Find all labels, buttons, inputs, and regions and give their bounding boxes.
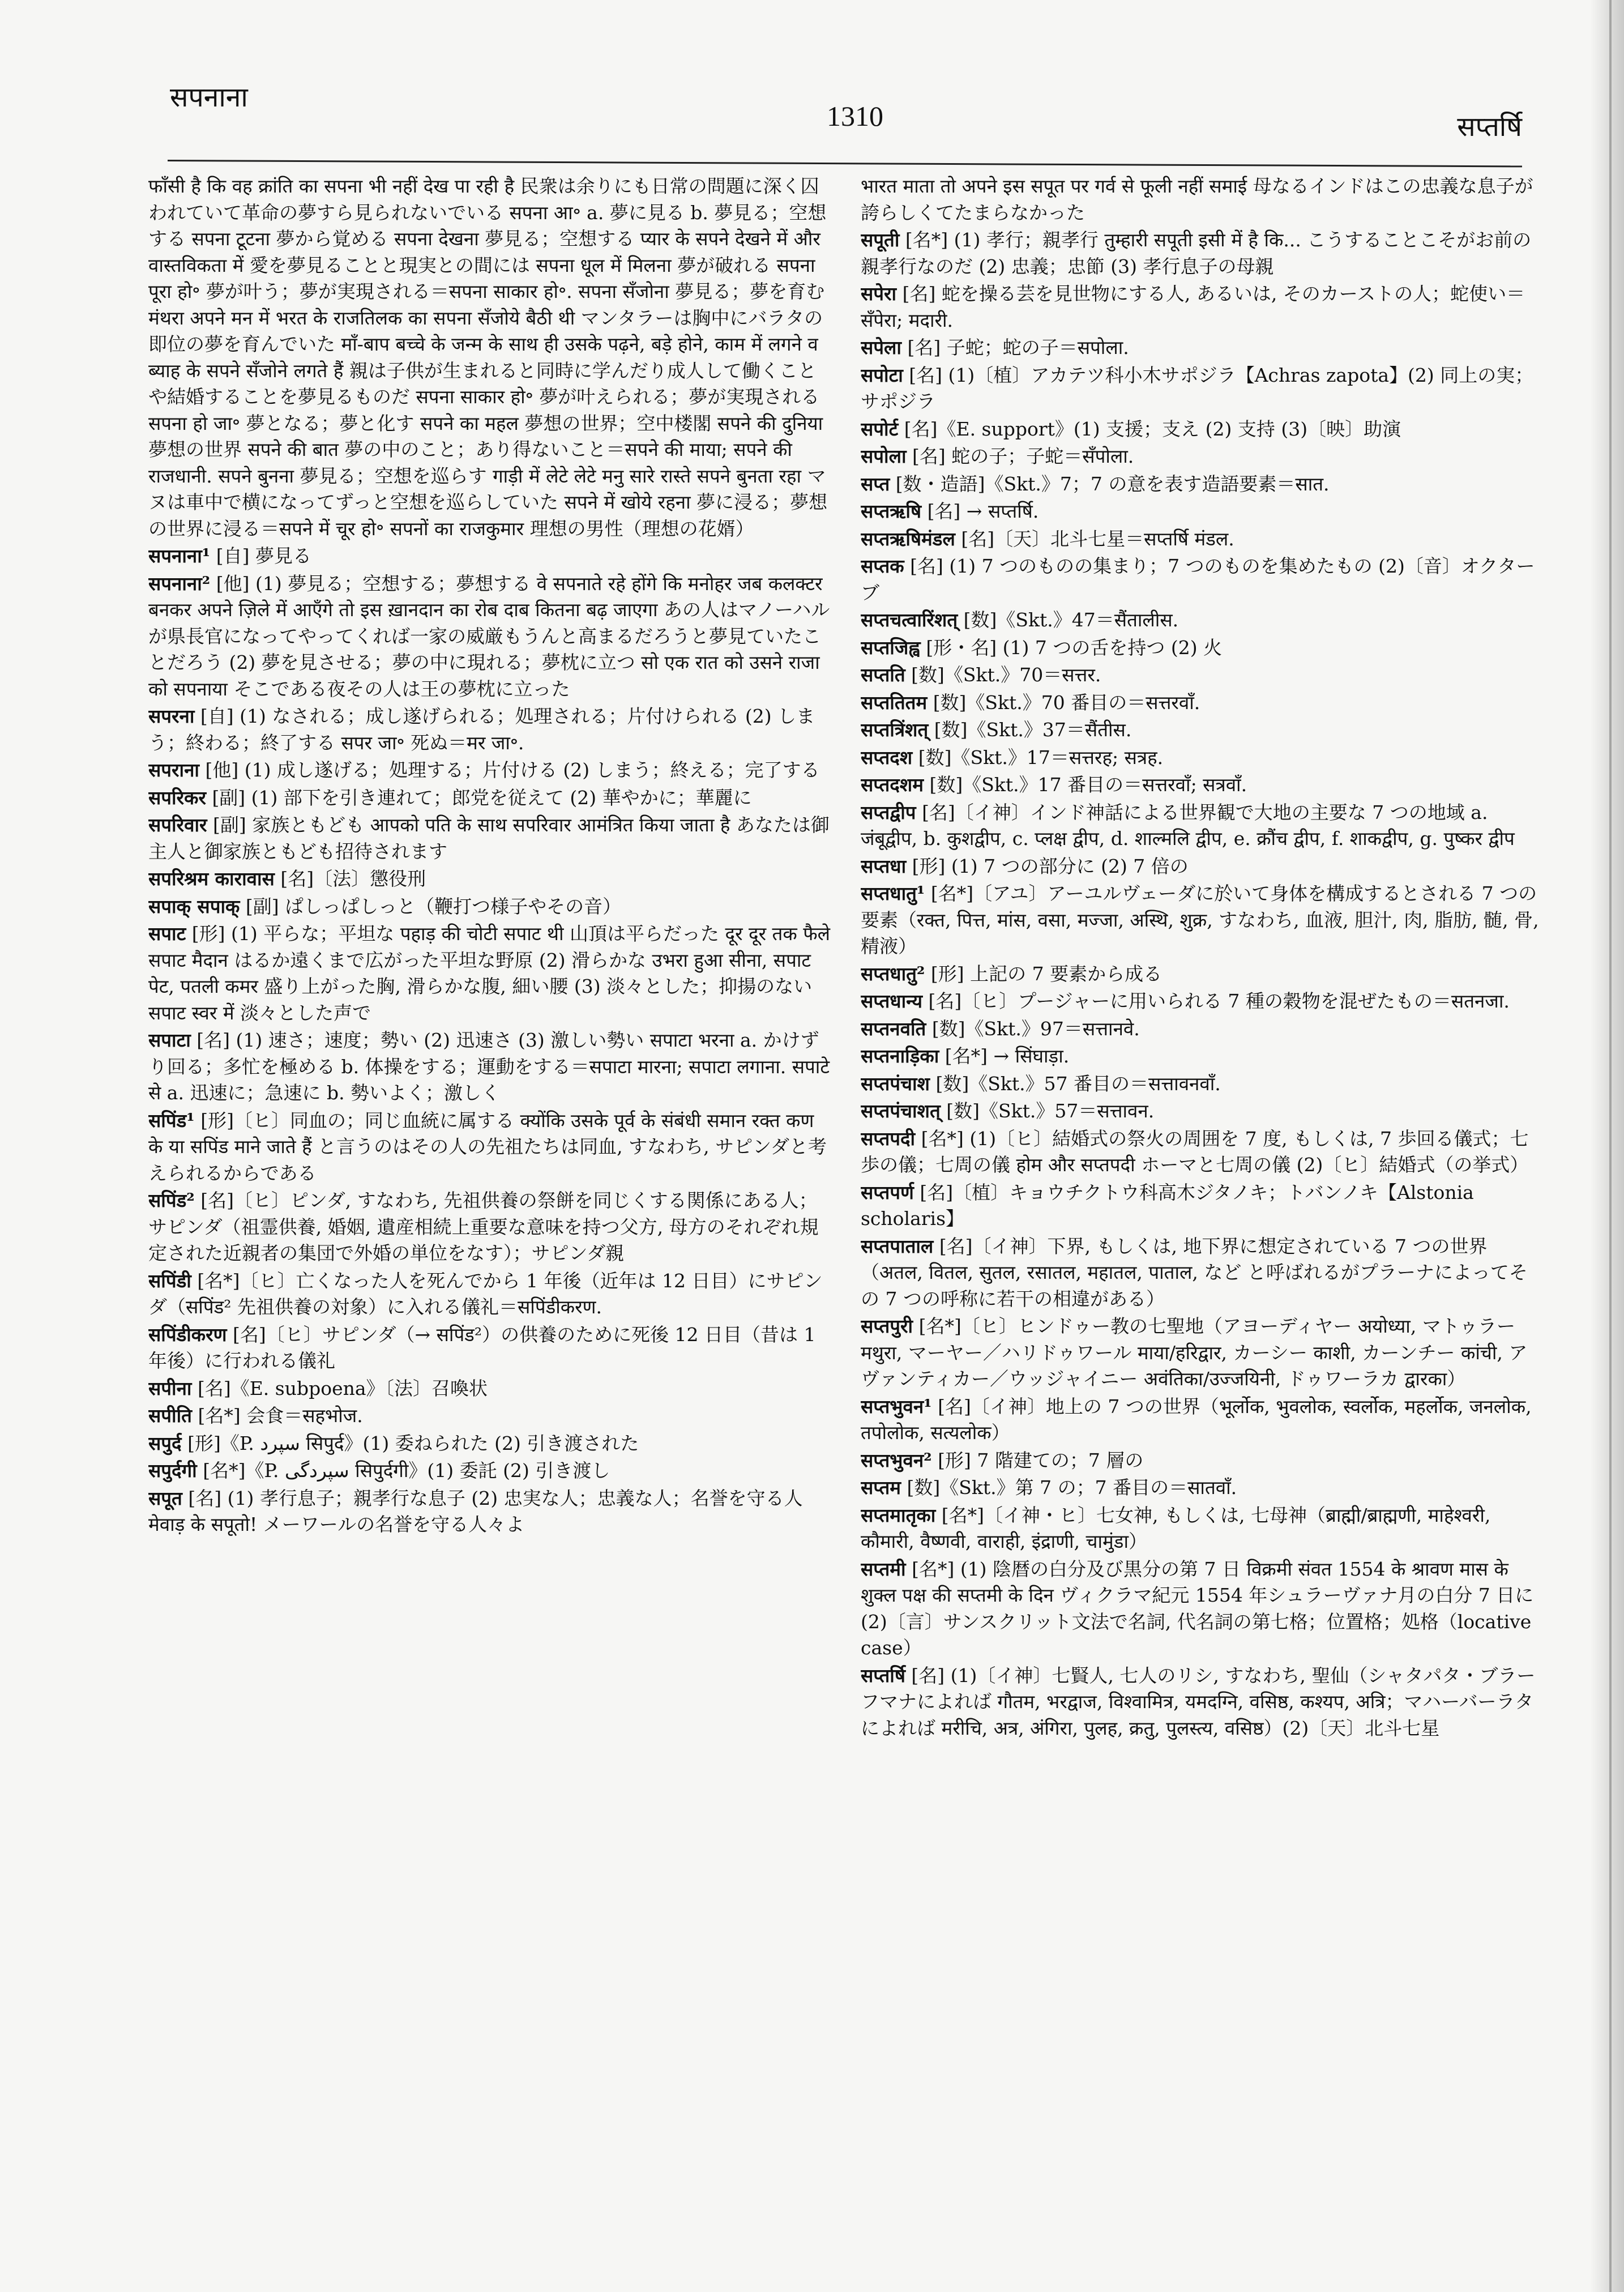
definition-text: [名]〔イ神〕地上の 7 つの世界（भूर्लोक, भुवलोक, स्वर्लोक, महर्लोक, जनलोक, तपोलोक, सत्यलोक） bbox=[861, 1395, 1532, 1444]
headword: सपोला bbox=[861, 445, 907, 467]
headword: सप्तपंचाश bbox=[861, 1072, 930, 1095]
dictionary-entry bbox=[148, 703, 832, 756]
dictionary-entry bbox=[861, 498, 1540, 525]
headword: सपरना bbox=[148, 705, 195, 727]
headword: सपिंड² bbox=[148, 1189, 195, 1211]
definition-text: [名*]〔イ神・ヒ〕七女神, もしくは, 七母神（ब्राह्मी/ब्राह्मणी, माहेश्वरी, कौमारी, वैष्णवी, वाराही, इंद्राणी, चामुंडा） bbox=[861, 1504, 1491, 1552]
headword: सप्तचत्वारिंशत् bbox=[861, 609, 958, 631]
dictionary-entry bbox=[148, 812, 832, 865]
dictionary-entry bbox=[861, 1098, 1540, 1125]
dictionary-entry bbox=[148, 785, 832, 812]
definition-text: [形]《P. سپرد सिपुर्द》(1) 委ねられた (2) 引き渡された bbox=[187, 1432, 639, 1454]
dictionary-entry bbox=[861, 1180, 1540, 1232]
dictionary-entry bbox=[861, 607, 1540, 634]
headword: सप्तजिह्व bbox=[861, 636, 920, 659]
definition-text: [数]《Skt.》17＝सत्तरह; सत्रह. bbox=[918, 746, 1164, 769]
definition-text: [名*] (1) 孝行；親孝行 तुम्हारी सपूती इसी में है कि... こうすることこそがお前の親孝行なのだ (2) 忠義；忠節 (3) 孝行息子の母親 bbox=[861, 229, 1532, 278]
dictionary-entry bbox=[148, 1431, 832, 1457]
definition-text: [名*]〔ヒ〕ヒンドゥー教の七聖地（アヨーディヤー अयोध्या, マトゥラー मथुरा, マーヤー／ハリドゥワール माया/हरिद्वार, カーシー काशी, カーンチー कांची, アヴァンティカー／ウッジャイニー अवंतिका/उज्जयिनी, ドゥワーラカ द्वारका） bbox=[861, 1315, 1528, 1390]
dictionary-entry bbox=[861, 881, 1540, 960]
page-edge-line bbox=[1609, 0, 1612, 2292]
dictionary-entry bbox=[148, 1458, 832, 1484]
definition-text: [名]〔イ神〕インド神話による世界観で大地の主要な 7 つの地域 a. जंबूद्वीप, b. कुशद्वीप, c. प्लक्ष द्वीप, d. शाल्मलि द्वीप, e. क्रौंच द्वीप, f. शाकद्वीप, g. पुष्कर द्वीप bbox=[861, 801, 1515, 850]
definition-text: [他] (1) 夢見る；空想する；夢想する वे सपनाते रहे होंगे कि मनोहर जब कलक्टर बनकर अपने ज़िले में आएँगे तो इस ख़ानदान का रोब दाब कितना बढ़ जाएगा あの人はマノーハルが県長官になってやってくれば一家の威厳もうんと高まるだろうと夢見ていたことだろう (2) 夢を見させる；夢の中に現れる；夢枕に立つ सो एक रात को उसने राजा को सपनाया そこである夜その人は王の夢枕に立った bbox=[148, 572, 830, 700]
definition-text: भारत माता तो अपने इस सपूत पर गर्व से फूली नहीं समाई 母なるインドはこの忠義な息子が誇らしくてたまらなかった bbox=[861, 175, 1533, 224]
dictionary-entry bbox=[861, 526, 1540, 553]
definition-text: [形] (1) 平らな；平坦な पहाड़ की चोटी सपाट थी 山頂は平らだった दूर दूर तक फैले सपाट मैदान はるか遠くまで広がった平坦な野原 (2) 滑らかな उभरा हुआ सीना, सपाट पेट, पतली कमर 盛り上がった胸, 滑らかな腹, 細い腰 (3) 淡々とした；抑揚のない सपाट स्वर में 淡々とした声で bbox=[148, 923, 831, 1024]
page-number: 1310 bbox=[827, 100, 883, 132]
definition-text: [数]《Skt.》第 7 の；7 番目の＝सातवाँ. bbox=[907, 1476, 1237, 1499]
dictionary-entry bbox=[148, 894, 832, 920]
definition-text: [名*] (1)〔ヒ〕結婚式の祭火の周囲を 7 度, もしくは, 7 歩回る儀式；七歩の儀；七周の儀 होम और सप्तपदी ホーマと七周の儀 (2)〔ヒ〕結婚式（の挙式） bbox=[861, 1127, 1529, 1176]
headword: सप्तभुवन¹ bbox=[861, 1395, 932, 1418]
headword: सपिंडी bbox=[148, 1269, 191, 1292]
dictionary-entry bbox=[861, 662, 1540, 689]
dictionary-entry bbox=[861, 988, 1540, 1015]
headword: सप्तपर्ण bbox=[861, 1181, 914, 1203]
headword: सप्तक bbox=[861, 555, 904, 577]
page-edge-shadow bbox=[1590, 0, 1624, 2292]
definition-text: [名]〔法〕懲役刑 bbox=[280, 868, 426, 890]
dictionary-entry bbox=[861, 853, 1540, 880]
dictionary-entry bbox=[148, 1108, 832, 1187]
headword: सपुर्द bbox=[148, 1432, 182, 1454]
headword: सपिंडीकरण bbox=[148, 1323, 227, 1346]
header-rule bbox=[168, 160, 1522, 167]
left-column bbox=[148, 173, 832, 2247]
right-column bbox=[861, 173, 1540, 2247]
headword: सप्तधा bbox=[861, 855, 907, 877]
dictionary-entry bbox=[861, 1503, 1540, 1555]
dictionary-entry bbox=[148, 1322, 832, 1375]
headword: सप्तऋषि bbox=[861, 500, 922, 522]
dictionary-entry bbox=[861, 335, 1540, 361]
dictionary-entry bbox=[861, 772, 1540, 799]
header-right-guide-word: सप्तर्षि bbox=[1457, 111, 1522, 143]
dictionary-entry bbox=[861, 362, 1540, 415]
definition-text: [数]《Skt.》57 番目の＝सत्तावनवाँ. bbox=[935, 1072, 1221, 1095]
headword: सपरिकर bbox=[148, 786, 206, 809]
definition-text: [名]〔ヒ〕サピンダ（→ सपिंड²）の供養のために死後 12 日目（昔は 1 年後）に行われる儀礼 bbox=[148, 1323, 816, 1372]
headword: सप्तम bbox=[861, 1476, 901, 1499]
definition-text: [形]〔ヒ〕同血の；同じ血統に属する क्योंकि उसके पूर्व के संबंधी समान रक्त कण के या सपिंड माने जाते हैं と言うのはその人の先祖たちは同血, すなわち, サピンダと考えられるからである bbox=[148, 1109, 827, 1184]
definition-text: [数]《Skt.》37＝सैंतीस. bbox=[934, 719, 1132, 741]
headword: सप्तनाड़िका bbox=[861, 1045, 939, 1067]
definition-text: [名] 子蛇；蛇の子＝सपोला. bbox=[907, 336, 1129, 358]
definition-text: [名*]《P. سپردگی सिपुर्दगी》(1) 委託 (2) 引き渡し bbox=[203, 1459, 610, 1482]
dictionary-entry bbox=[861, 1234, 1540, 1313]
dictionary-entry bbox=[148, 1376, 832, 1402]
dictionary-entry bbox=[861, 800, 1540, 852]
definition-text: [名]〔植〕キョウチクトウ科高木ジタノキ；トバンノキ【Alstonia scholaris】 bbox=[861, 1181, 1474, 1230]
headword: सपूती bbox=[861, 229, 900, 251]
headword: सपराना bbox=[148, 759, 199, 781]
headword: सपोटा bbox=[861, 364, 903, 386]
definition-text: [名*]〔ヒ〕亡くなった人を死んでから 1 年後（近年は 12 日目）にサピンダ（सपिंड² 先祖供養の対象）に入れる儀礼＝सपिंडीकरण. bbox=[148, 1269, 823, 1318]
dictionary-entry bbox=[861, 1448, 1540, 1474]
dictionary-entry bbox=[861, 1663, 1540, 1742]
definition-text: [名]〔ヒ〕プージャーに用いられる 7 種の穀物を混ぜたもの＝सतनजा. bbox=[928, 990, 1510, 1012]
dictionary-entry bbox=[861, 1043, 1540, 1070]
dictionary-entry bbox=[861, 1475, 1540, 1501]
dictionary-entry bbox=[148, 1188, 832, 1267]
headword: सप्तपाताल bbox=[861, 1235, 934, 1257]
dictionary-entry bbox=[861, 961, 1540, 988]
headword: सप्त bbox=[861, 472, 890, 495]
headword: सपेरा bbox=[861, 283, 897, 305]
dictionary-entry bbox=[861, 443, 1540, 470]
dictionary-entry bbox=[148, 1486, 832, 1538]
dictionary-entry bbox=[861, 1016, 1540, 1043]
dictionary-entry bbox=[148, 1027, 832, 1107]
definition-text: [数]《Skt.》97＝सत्तानवे. bbox=[931, 1017, 1140, 1040]
headword: सप्तधातु² bbox=[861, 962, 925, 985]
definition-text: फाँसी है कि वह क्रांति का सपना भी नहीं देख पा रही है 民衆は余りにも日常の問題に深く囚われていて革命の夢すら見られないでいる सपना आ॰ a. 夢に見る b. 夢見る；空想する सपना टूटना 夢から覚める सपना देखना 夢見る；空想する प्यार के सपने देखने में और वास्तविकता में 愛を夢見ることと現実との間には सपना धूल में मिलना 夢が破れる सपना पूरा हो॰ 夢が叶う；夢が実現される＝सपना साकार हो॰. सपना सँजोना 夢見る；夢を育む मंथरा अपने मन में भरत के राजतिलक का सपना सँजोये बैठी थी マンタラーは胸中にバラタの即位の夢を育んでいた माँ-बाप बच्चे के जन्म के साथ ही उसके पढ़ने, बड़े होने, काम में लगने व ब्याह के सपने सँजोने लगते हैं 親は子供が生まれると同時に学んだり成人して働くことや結婚することを夢見るものだ सपना साकार हो॰ 夢が叶えられる；夢が実現される सपना हो जा॰ 夢となる；夢と化す सपने का महल 夢想の世界；空中楼閣 सपने की दुनिया 夢想の世界 सपने की बात 夢の中のこと；あり得ないこと＝सपने की माया; सपने की राजधानी. सपने बुनना 夢見る；空想を巡らす गाड़ी में लेटे लेटे मनु सारे रास्ते सपने बुनता रहा マヌは車中で横になってずっと空想を巡らしていた सपने में खोये रहना 夢に浸る；夢想の世界に浸る＝सपने में चूर हो॰ सपनों का राजकुमार 理想の男性（理想の花婿） bbox=[148, 175, 828, 540]
definition-text: [名] (1) 7 つのものの集まり；7 つのものを集めたもの (2)〔音〕オクターブ bbox=[861, 555, 1535, 604]
entry-continuation bbox=[861, 173, 1540, 226]
definition-text: [名]〔イ神〕下界, もしくは, 地下界に想定されている 7 つの世界（अतल, वितल, सुतल, रसातल, महातल, पाताल, など と呼ばれるがプラーナによってその 7 つの呼称に若干の相違がある） bbox=[861, 1235, 1528, 1310]
definition-text: [数]《Skt.》70 番目の＝सत्तरवाँ. bbox=[933, 691, 1200, 714]
headword: सप्तऋषिमंडल bbox=[861, 527, 955, 550]
dictionary-entry bbox=[861, 1556, 1540, 1662]
dictionary-entry bbox=[861, 690, 1540, 716]
dictionary-entry bbox=[861, 471, 1540, 498]
definition-text: [名]〔ヒ〕ピンダ, すなわち, 先祖供養の祭餅を同じくする関係にある人；サピンダ（祖霊供養, 婚姻, 遺産相続上重要な意味を持つ父方, 母方のそれぞれ規定された近親者の集団で外婚の単位をなす）；サピンダ親 bbox=[148, 1189, 819, 1264]
headword: सपनाना¹ bbox=[148, 545, 211, 567]
entry-continuation bbox=[148, 173, 832, 542]
headword: सप्तभुवन² bbox=[861, 1449, 932, 1471]
dictionary-entry bbox=[861, 416, 1540, 443]
definition-text: [数]《Skt.》57＝सत्तावन. bbox=[946, 1100, 1155, 1122]
headword: सप्तपुरी bbox=[861, 1315, 913, 1337]
headword: सपीति bbox=[148, 1405, 192, 1427]
dictionary-entry bbox=[861, 227, 1540, 280]
definition-text: [形・名] (1) 7 つの舌を持つ (2) 火 bbox=[926, 636, 1223, 659]
headword: सप्तर्षि bbox=[861, 1664, 905, 1687]
definition-text: [数]《Skt.》47＝सैंतालीस. bbox=[963, 609, 1179, 631]
headword: सपरिश्रम कारावास bbox=[148, 868, 275, 890]
headword: सप्तदश bbox=[861, 746, 913, 769]
headword: सप्तत्रिंशत् bbox=[861, 719, 929, 741]
headword: सप्तपदी bbox=[861, 1127, 916, 1150]
dictionary-entry bbox=[148, 1268, 832, 1321]
dictionary-entry bbox=[861, 745, 1540, 771]
headword: सपाटा bbox=[148, 1029, 191, 1051]
headword: सप्तपंचाशत् bbox=[861, 1100, 941, 1122]
definition-text: [自] (1) なされる；成し遂げられる；処理される；片付けられる (2) しまう；終わる；終了する सपर जा॰ 死ぬ＝मर जा॰. bbox=[148, 705, 815, 754]
definition-text: [名] → सप्तर्षि. bbox=[927, 500, 1039, 522]
headword: सपरिवार bbox=[148, 814, 207, 836]
headword: सपेला bbox=[861, 336, 901, 358]
headword: सप्तधातु¹ bbox=[861, 882, 925, 904]
definition-text: [数・造語]《Skt.》7；7 の意を表す造語要素＝सात. bbox=[895, 472, 1330, 495]
definition-text: [名] (1)〔植〕アカテツ科小木サポジラ【Achras zapota】(2) 同上の実；サポジラ bbox=[861, 364, 1534, 412]
definition-text: [名]《E. subpoena》〔法〕召喚状 bbox=[197, 1377, 488, 1399]
definition-text: [形] 7 階建ての；7 層の bbox=[938, 1449, 1144, 1471]
dictionary-entry bbox=[861, 281, 1540, 334]
headword: सप्तद्वीप bbox=[861, 801, 916, 823]
definition-text: [副] ぱしっぱしっと（鞭打つ様子やその音） bbox=[245, 895, 622, 917]
definition-text: [数]《Skt.》70＝सत्तर. bbox=[911, 664, 1101, 686]
dictionary-entry bbox=[861, 1313, 1540, 1393]
definition-text: [形] 上記の 7 要素から成る bbox=[930, 962, 1163, 985]
definition-text: [名] (1) 孝行息子；親孝行な息子 (2) 忠実な人；忠義な人；名誉を守る人 मेवाड़ के सपूतो! メーワールの名誉を守る人々よ bbox=[148, 1487, 803, 1535]
definition-text: [名*] → सिंघाड़ा. bbox=[945, 1045, 1070, 1067]
headword: सप्तमी bbox=[861, 1557, 906, 1580]
definition-text: [名] (1) 速さ；速度；勢い (2) 迅速さ (3) 激しい勢い सपाटा भरना a. かけずり回る；多忙を極める b. 体操をする；運動をする＝सपाटा मारना; सपाटा लगाना. सपाटे से a. 迅速に；急速に b. 勢いよく；激しく bbox=[148, 1029, 830, 1104]
headword: सपूत bbox=[148, 1487, 182, 1509]
headword: सपनाना² bbox=[148, 572, 211, 595]
headword: सप्तदशम bbox=[861, 774, 924, 796]
dictionary-entry bbox=[861, 1394, 1540, 1446]
dictionary-entry bbox=[148, 757, 832, 784]
dictionary-entry bbox=[861, 717, 1540, 744]
headword: सप्ततितम bbox=[861, 691, 928, 714]
definition-text: [名]《E. support》(1) 支援；支え (2) 支持 (3)〔映〕助演 bbox=[904, 417, 1401, 440]
dictionary-entry bbox=[148, 543, 832, 570]
headword: सपुर्दगी bbox=[148, 1459, 197, 1482]
dictionary-entry bbox=[861, 553, 1540, 606]
dictionary-entry bbox=[861, 1126, 1540, 1179]
definition-text: [名*]〔アユ〕アーユルヴェーダに於いて身体を構成するとされる 7 つの要素（रक्त, पित्त, मांस, वसा, मज्जा, अस्थि, शुक्र, すなわち, 血液, 胆汁, 肉, 脂肪, 髄, 骨, 精液） bbox=[861, 882, 1539, 957]
definition-text: [副] 家族ともども आपको पति के साथ सपरिवार आमंत्रित किया जाता है あなたは御主人と御家族ともども招待されます bbox=[148, 814, 830, 863]
definition-text: [名*] 会食＝सहभोज. bbox=[198, 1405, 363, 1427]
headword: सप्तमातृका bbox=[861, 1504, 936, 1526]
definition-text: [名*] (1) 陰暦の白分及び黒分の第 7 日 विक्रमी संवत 1554 के श्रावण मास के शुक्ल पक्ष की सप्तमी के दिन ヴィクラマ紀元 1554 年シュラーヴァナ月の白分 7 日に (2)〔言〕サンスクリット文法で名詞, 代名詞の第七格；位置格；処格（locative case） bbox=[861, 1557, 1534, 1659]
headword: सपाट bbox=[148, 923, 186, 945]
definition-text: [他] (1) 成し遂げる；処理する；片付ける (2) しまう；終える；完了する bbox=[205, 759, 820, 781]
headword: सपाक् सपाक् bbox=[148, 895, 240, 917]
dictionary-entry bbox=[861, 1071, 1540, 1098]
headword: सप्तधान्य bbox=[861, 990, 922, 1012]
definition-text: [副] (1) 部下を引き連れて；郎党を従えて (2) 華やかに；華麗に bbox=[212, 786, 752, 809]
headword: सपीना bbox=[148, 1377, 192, 1399]
dictionary-entry bbox=[148, 921, 832, 1026]
definition-text: [自] 夢見る bbox=[216, 545, 311, 567]
definition-text: [名] 蛇の子；子蛇＝सँपोला. bbox=[912, 445, 1134, 467]
definition-text: [名]〔天〕北斗七星＝सप्तर्षि मंडल. bbox=[961, 527, 1234, 550]
definition-text: [数]《Skt.》17 番目の＝सत्तरवाँ; सत्रवाँ. bbox=[929, 774, 1247, 796]
headword: सपिंड¹ bbox=[148, 1109, 195, 1132]
definition-text: [名] (1)〔イ神〕七賢人, 七人のリシ, すなわち, 聖仙（シャタパタ・ブラーフマナによれば गौतम, भरद्वाज, विश्वामित्र, यमदग्नि, वसिष्ठ, कश्यप, अत्रि；マハーバーラタによれば मरीचि, अत्र, अंगिरा, पुलह, क्रतु, पुलस्त्य, वसिष्ठ）(2)〔天〕北斗七星 bbox=[861, 1664, 1536, 1739]
headword: सप्तनवति bbox=[861, 1017, 926, 1040]
definition-text: [名] 蛇を操る芸を見世物にする人, あるいは, そのカーストの人；蛇使い＝सँपेरा; मदारी. bbox=[861, 283, 1525, 331]
dictionary-entry bbox=[148, 571, 832, 703]
headword: सप्तति bbox=[861, 664, 905, 686]
dictionary-entry bbox=[861, 635, 1540, 661]
definition-text: [形] (1) 7 つの部分に (2) 7 倍の bbox=[912, 855, 1189, 877]
dictionary-entry bbox=[148, 866, 832, 893]
dictionary-entry bbox=[148, 1403, 832, 1429]
headword: सपोर्ट bbox=[861, 417, 899, 440]
header-left-guide-word: सपनाना bbox=[170, 82, 248, 113]
